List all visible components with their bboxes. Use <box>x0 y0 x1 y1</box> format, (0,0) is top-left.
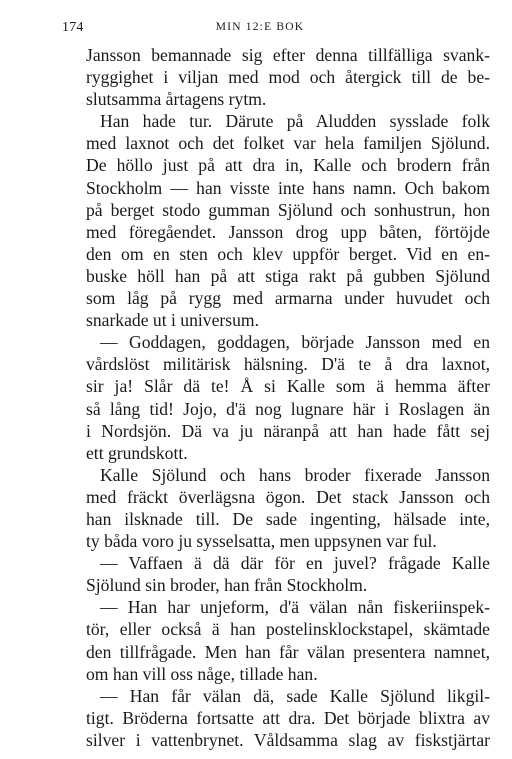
paragraph-start-line: Kalle Sjölund och hans broder fixerade Jansson <box>100 464 490 485</box>
text-line: sir ja! Slår dä te! Å si Kalle som ä hemma äfter <box>86 376 490 397</box>
text-line: silver i vattenbrynet. Våldsamma slag av fiskstjärtar <box>86 729 490 750</box>
text-line: den om en sten och klev uppför berget. Vid en en- <box>86 243 490 264</box>
text-line: snarkade ut i universum. <box>86 310 259 331</box>
text-line: med föregåendet. Jansson drog upp båten, förtöjde <box>86 221 490 242</box>
paragraph-start-line: — Han har unjeform, d'ä välan nån fiskeriinspek- <box>100 597 490 618</box>
text-line: Sjölund sin broder, han från Stockholm. <box>86 575 368 596</box>
text-line: tigt. Bröderna fortsatte att dra. Det började blixtra av <box>86 707 490 728</box>
text-line: den tillfrågade. Men han får välan presentera namnet, <box>86 641 490 662</box>
page-number: 174 <box>62 20 84 35</box>
text-line: på berget stodo gumman Sjölund och sonhustrun, hon <box>86 199 490 220</box>
text-line: ty båda voro ju sysselsatta, men uppsynen var ful. <box>86 531 437 552</box>
paragraph-start-line: — Goddagen, goddagen, började Jansson med en <box>100 332 490 353</box>
text-line: buske höll han på att stiga rakt på gubben Sjölund <box>86 265 490 286</box>
text-line: som låg på rygg med armarna under huvudet och <box>86 288 490 309</box>
running-head <box>48 20 472 38</box>
text-line: slutsamma årtagens rytm. <box>86 89 267 110</box>
running-title: MIN 12:E BOK <box>215 21 305 33</box>
text-line: Jansson bemannade sig efter denna tillfälliga svank- <box>86 45 490 65</box>
text-line: i Nordsjön. Dä va ju näranpå att han hade fått sej <box>86 420 490 441</box>
text-line: ryggighet i viljan med mod och återgick till de be- <box>86 67 490 88</box>
text-line: med fräckt överlägsna ögon. Det stack Jansson och <box>86 486 490 507</box>
paragraph-start-line: — Vaffaen ä dä där för en juvel? frågade Kalle <box>100 553 490 574</box>
text-line: Stockholm — han visste inte hans namn. Och bakom <box>86 177 490 198</box>
text-line: vårdslöst militärisk hälsning. D'ä te å dra laxnot, <box>86 354 490 375</box>
paragraph-start-line: Han hade tur. Därute på Aludden sysslade folk <box>100 111 490 132</box>
text-line: med laxnot och det folket var hela familjen Sjölund. <box>86 133 490 154</box>
text-line: han ilsknade till. De sade ingenting, hälsade inte, <box>86 508 490 529</box>
text-line: så lång tid! Jojo, d'ä nog lugnare här i Roslagen än <box>86 398 490 419</box>
body-text <box>86 44 490 751</box>
text-line: ett grundskott. <box>86 442 188 463</box>
text-line: om han vill oss någe, tillade han. <box>86 663 318 684</box>
text-line: De höllo just på att dra in, Kalle och brodern från <box>86 155 490 176</box>
paragraph-start-line: — Han får välan dä, sade Kalle Sjölund likgil- <box>100 685 490 706</box>
text-line: tör, eller också ä han postelinsklockstapel, skämtade <box>86 619 490 640</box>
